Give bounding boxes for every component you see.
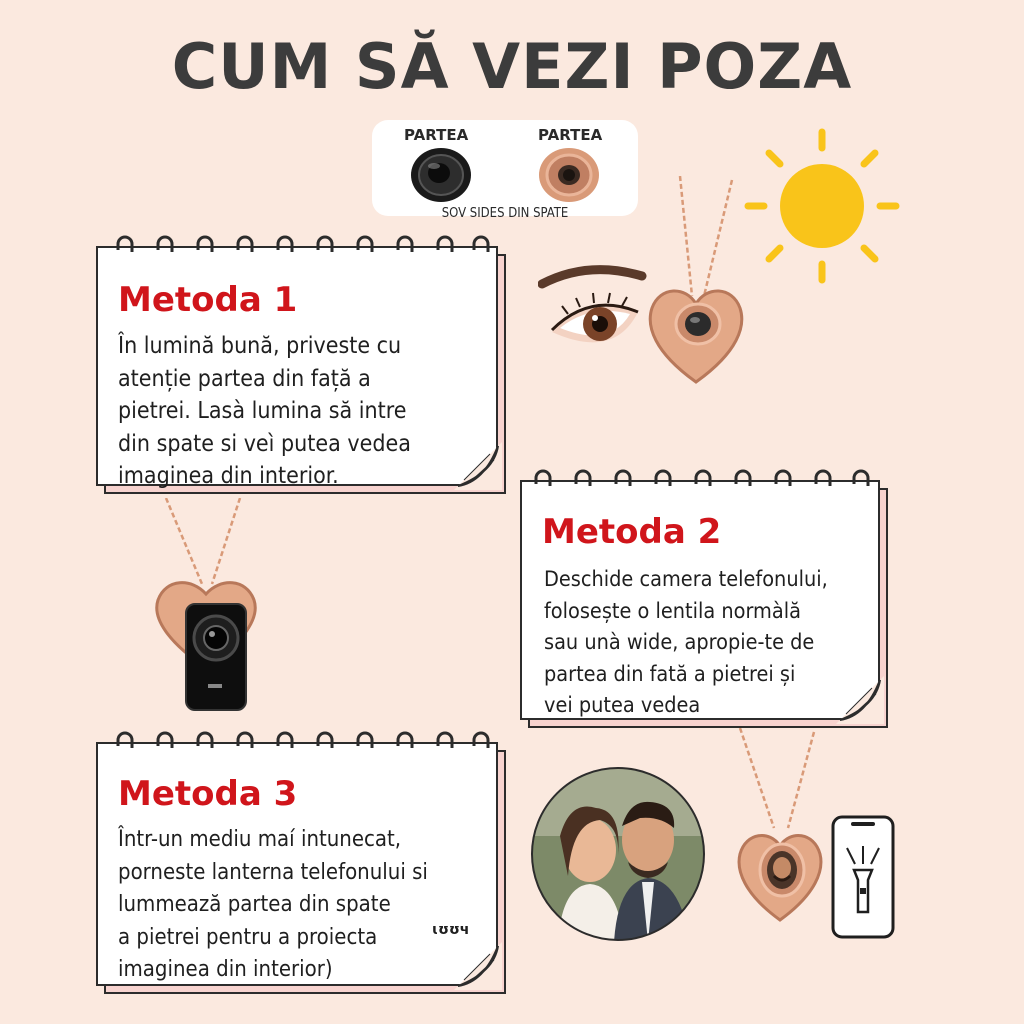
method-1-line: pietrei. Lasà lumina să intre: [118, 398, 407, 424]
sun-icon: [742, 126, 902, 286]
method-3-title: Metoda 3: [118, 774, 298, 814]
couple-photo: [530, 766, 706, 942]
method-2-title: Metoda 2: [542, 512, 722, 552]
method-2-line: Deschide camera telefonului,: [544, 567, 828, 592]
method-1-line: imaginea din interior.: [118, 463, 339, 489]
page-curl-icon: [454, 942, 502, 990]
method-3-text: [118, 824, 428, 987]
method-card-3: [96, 742, 498, 986]
front-side-label: PARTEA: [404, 126, 469, 144]
stray-mark: ɩʊʊч: [432, 922, 470, 938]
method-3-line: imaginea din interior): [118, 957, 333, 982]
method-2-line: partea din fată a pietrei și: [544, 661, 796, 687]
flashlight-icon: [830, 814, 896, 940]
method-2-line: sau unà wide, apropie-te de: [544, 630, 815, 655]
back-stone-icon: [536, 146, 602, 204]
spiral-binding: [520, 462, 880, 502]
method-card-1: [96, 246, 498, 489]
method-card-2: [520, 480, 880, 720]
page-curl-icon: [836, 676, 884, 724]
photo-pendant-icon: [734, 728, 828, 924]
front-stone-icon: [408, 146, 474, 204]
method-2-line: folosește o lentila normàlă: [544, 598, 801, 624]
method-1-line: din spate si veì putea vedea: [118, 430, 411, 457]
page-title: CUM SĂ VEZI POZA: [171, 30, 853, 103]
method-3-line: a pietrei pentru a proiecta: [118, 924, 378, 950]
method-3-line: porneste lanterna telefonului si: [118, 859, 428, 885]
method-3-line: lummează partea din spate: [118, 892, 391, 917]
method-2-text: [544, 564, 828, 722]
page-curl-icon: [454, 442, 502, 490]
sides-caption: SOV SIDES DIN SPATE: [441, 206, 569, 221]
method-1-title: Metoda 1: [118, 280, 298, 320]
method-1-text: [118, 330, 411, 493]
spiral-binding: [96, 228, 498, 268]
method-3-line: Într-un mediu maí intunecat,: [118, 827, 402, 852]
pendant-with-phone-icon: [146, 498, 270, 714]
method-1-line: atenție partea din față a: [118, 365, 371, 392]
eye-icon: [538, 262, 650, 362]
sides-panel: [372, 120, 638, 221]
method-1-line: În lumină bună, priveste cu: [118, 333, 402, 359]
back-side-label: PARTEA: [538, 126, 603, 144]
heart-pendant-icon: [640, 176, 750, 390]
method-2-line: vei putea vedea: [544, 693, 701, 718]
spiral-binding: [96, 724, 498, 764]
